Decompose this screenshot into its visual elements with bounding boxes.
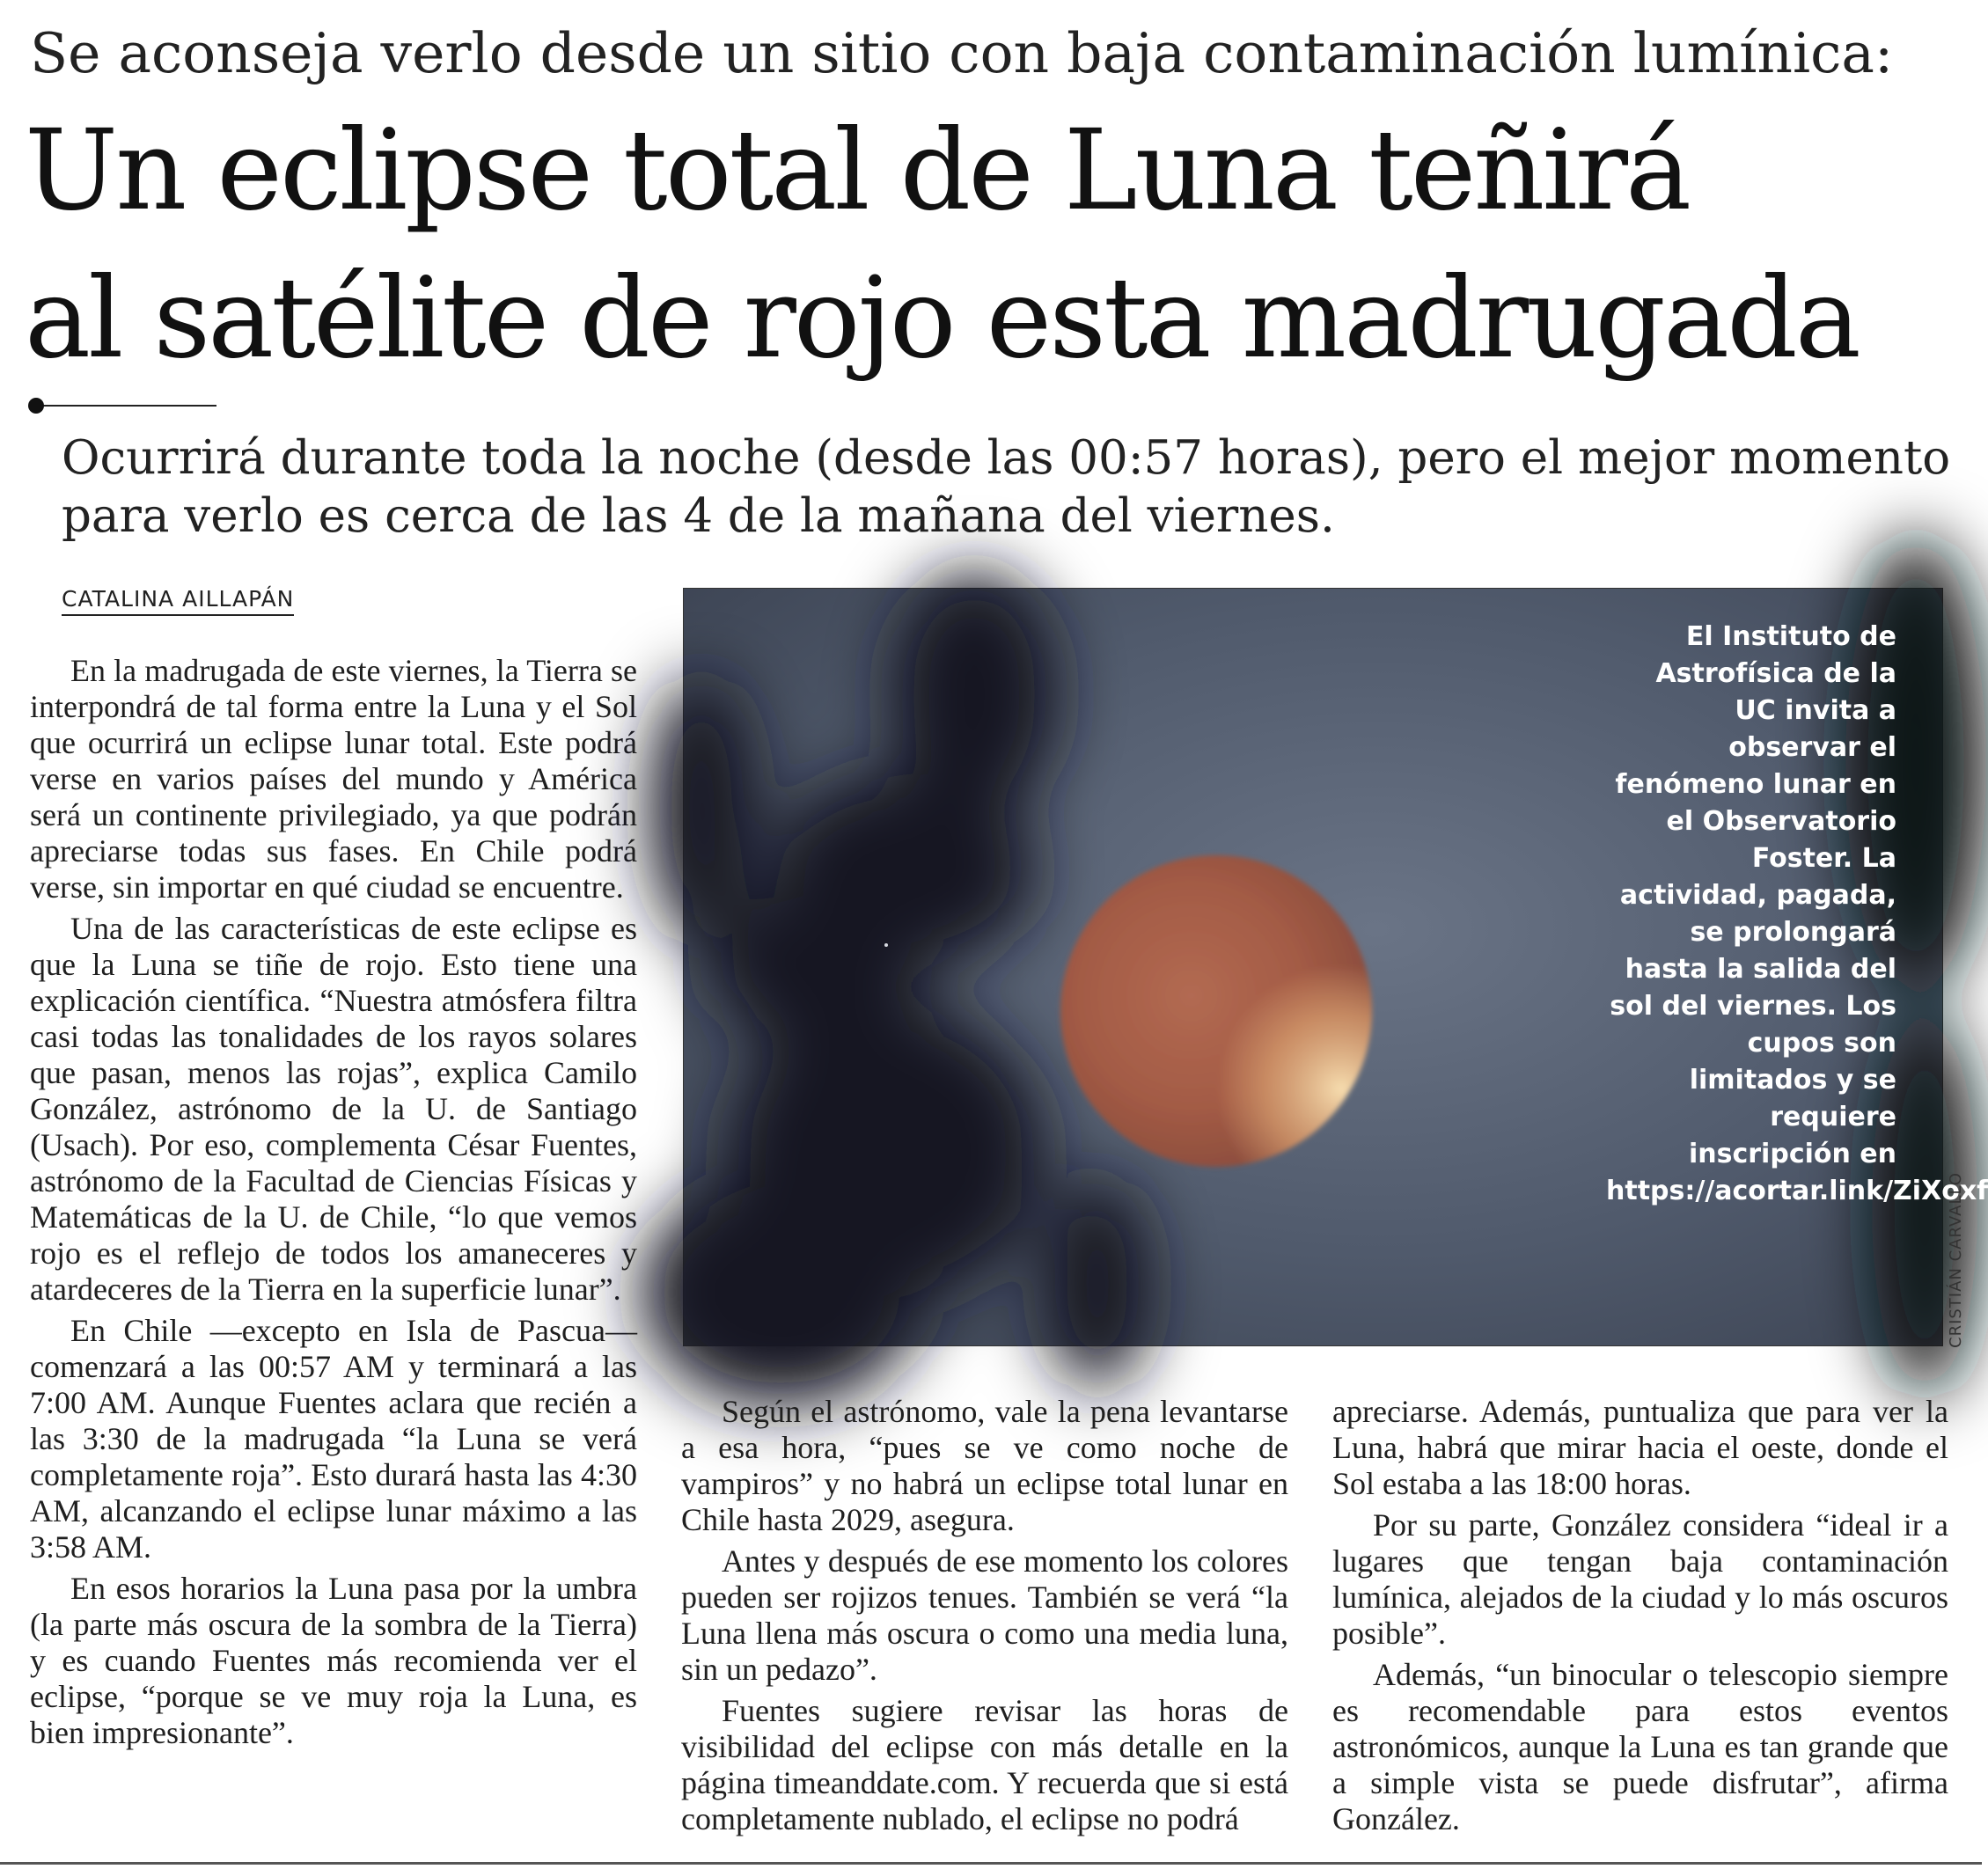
- column-2: [681, 1394, 1288, 1843]
- paragraph: En Chile —excepto en Isla de Pascua— comenzará a las 00:57 AM y terminará a las 7:00 AM. Aunque Fuentes aclara que recién a las 3:30 de la madrugada “la Luna se verá completamente roja”. Esto durará hasta las 4:30 AM, alcanzando el eclipse lunar máximo a las 3:58 AM.: [30, 1313, 637, 1565]
- paragraph: En esos horarios la Luna pasa por la umbra (la parte más oscura de la sombra de la Tierra) y es cuando Fuentes más recomienda ver el eclipse, “porque se ve muy roja la Luna, es bien impresionante”.: [30, 1571, 637, 1750]
- paragraph: Por su parte, González considera “ideal ir a lugares que tengan baja contaminación lumínica, alejados de la ciudad y lo más oscuros posible”.: [1332, 1507, 1948, 1651]
- headline: [25, 97, 1961, 392]
- paragraph: En la madrugada de este viernes, la Tierra se interpondrá de tal forma entre la Luna y el Sol que ocurrirá un eclipse lunar total. Este podrá verse en varios países del mundo y América será un continente privilegiado, ya que podrán apreciarse todas sus fases. En Chile podrá verse, sin importar en qué ciudad se encuentre.: [30, 653, 637, 905]
- paragraph: Fuentes sugiere revisar las horas de visibilidad del eclipse con más detalle en la página timeanddate.com. Y recuerda que si está completamente nublado, el eclipse no podrá: [681, 1693, 1288, 1836]
- byline: CATALINA AILLAPÁN: [62, 586, 294, 616]
- deck-rule: [30, 405, 216, 407]
- column-1: [30, 653, 637, 1756]
- paragraph: Una de las características de este eclipse es que la Luna se tiñe de rojo. Esto tiene una explicación científica. “Nuestra atmósfera filtra casi todas las tonalidades de los rayos solares que pasan, menos las rojas”, explica Camilo González, astrónomo de la U. de Santiago (Usach). Por eso, complementa César Fuentes, astrónomo de la Facultad de Ciencias Físicas y Matemáticas de la U. de Chile, “lo que vemos rojo es el reflejo de todos los amaneceres y atardeceres de la Tierra en la superficie lunar”.: [30, 911, 637, 1307]
- headline-line-1: Un eclipse total de Luna teñirá: [25, 106, 1690, 235]
- kicker: Se aconseja verlo desde un sitio con baja contaminación lumínica:: [30, 21, 1894, 85]
- paragraph: Según el astrónomo, vale la pena levantarse a esa hora, “pues se ve como noche de vampiros” y no habrá un eclipse total lunar en Chile hasta 2029, asegura.: [681, 1394, 1288, 1537]
- photo-credit: CRISTIÁN CARVALLO: [1947, 1171, 1965, 1348]
- paragraph: Además, “un binocular o telescopio siempre es recomendable para estos eventos astronómicos, aunque la Luna es tan grande que a simple vista se puede disfrutar”, afirma González.: [1332, 1657, 1948, 1836]
- bottom-rule: [0, 1862, 1982, 1865]
- bullet-dot-icon: [28, 398, 44, 414]
- headline-line-2: al satélite de rojo esta madrugada: [25, 253, 1859, 383]
- deck: Ocurrirá durante toda la noche (desde las 00:57 horas), pero el mejor momento para verlo es cerca de las 4 de la mañana del viernes.: [62, 431, 1951, 543]
- paragraph: Antes y después de ese momento los colores pueden ser rojizos tenues. También se verá “la Luna llena más oscura o como una media luna, sin un pedazo”.: [681, 1543, 1288, 1687]
- column-3: [1332, 1394, 1948, 1843]
- photo-caption: El Instituto de Astrofísica de la UC invita a observar el fenómeno lunar en el Observatorio Foster. La actividad, pagada, se prolongará hasta la salida del sol del viernes. Los cupos son limitados y se requiere inscripción en https://acortar.link/ZiXoxf: [1606, 621, 1988, 1206]
- paragraph: apreciarse. Además, puntualiza que para ver la Luna, habrá que mirar hacia el oeste, donde el Sol estaba a las 18:00 horas.: [1332, 1394, 1948, 1501]
